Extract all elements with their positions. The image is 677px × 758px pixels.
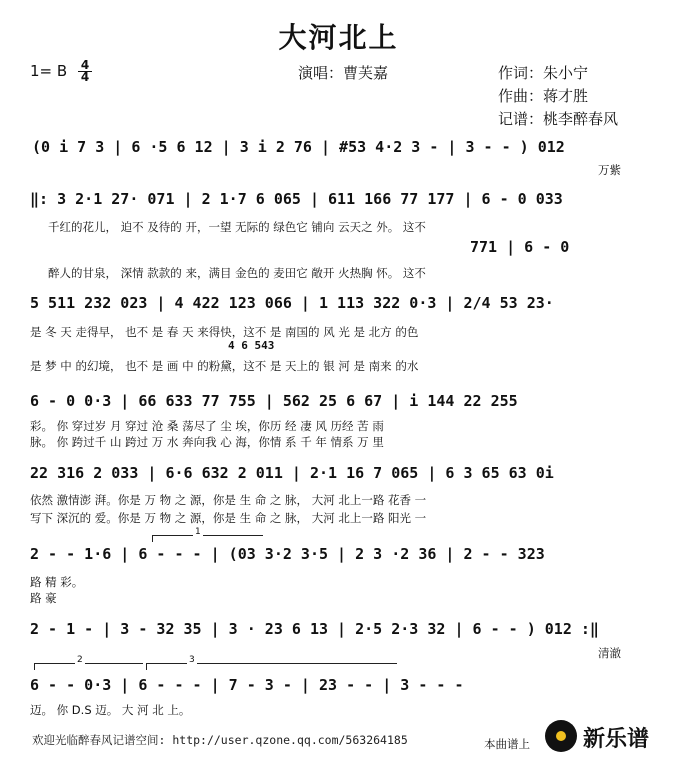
lyric-line: 是 冬 天 走得早， 也不 是 春 天 来得快，这不 是 南国的 风 光 是 北方 的色 (30, 325, 419, 339)
volta-bracket-3: 3 (146, 663, 397, 670)
volta-bracket-1: 1 (152, 535, 263, 542)
score-row-8: 6 - - 0·3 | 6 - - - | 7 - 3 - | 23 - - | 3 - - - (30, 676, 464, 694)
lyric-line: 彩。 你 穿过岁 月 穿过 沧 桑 荡尽了 尘 埃，你历 经 凄 风 历经 苦 雨 (30, 419, 384, 433)
lyric-line: 迈。 你 D.S 迈。 大 河 北 上。 (30, 703, 191, 717)
lyric-line: 路 精 彩。 (30, 575, 84, 589)
score-row-6: 2 - - 1·6 | 6 - - - | (03 3·2 3·5 | 2 3 ·2 36 | 2 - - 323 (30, 545, 545, 563)
lyric-line: 醉人的甘泉， 深情 款款的 来，满目 金色的 麦田它 敞开 火热胸 怀。 这不 (48, 266, 426, 280)
lyric-line: 依然 激情澎 湃。你是 万 物 之 源，你是 生 命 之 脉， 大河 北上一路 花香 一 (30, 493, 427, 507)
score-row-2b: 771 | 6 - 0 (470, 238, 570, 256)
lyric-line: 是 梦 中 的幻境， 也不 是 画 中 的粉黛，这不 是 天上的 银 河 是 南来 的水 (30, 359, 419, 373)
key-signature: 1= B (30, 62, 68, 80)
transcriber-credit: 记谱：桃李醉春风 (498, 110, 619, 128)
lyric-line: 万紫 (598, 163, 621, 177)
score-row-2: ‖: 3 2·1 27· 071 | 2 1·7 6 065 | 611 166 77 177 | 6 - 0 033 (30, 190, 563, 208)
lyric-line: 写下 深沉的 爱。你是 万 物 之 源，你是 生 命 之 脉， 大河 北上一路 阳光 一 (30, 511, 427, 525)
lyric-line: 脉。 你 跨过千 山 跨过 万 水 奔向我 心 海，你情 系 千 年 情系 万 里 (30, 435, 384, 449)
song-title: 大河北上 (278, 21, 399, 54)
composer-credit: 作曲：蒋才胜 (498, 87, 589, 105)
score-row-7: 2 - 1 - | 3 - 32 35 | 3 · 23 6 13 | 2·5 2·3 32 | 6 - - ) 012 :‖ (30, 620, 599, 638)
brand-logo (545, 718, 673, 754)
lyric-line: 千红的花儿， 迫不 及待的 开，一望 无际的 绿色它 铺向 云天之 外。 这不 (48, 220, 426, 234)
lyric-line: 路 豪 (30, 591, 57, 605)
score-row-1: (0 i 7 3 | 6 ·5 6 12 | 3 i 2 76 | #53 4·2 3 - | 3 - - ) 012 (32, 138, 565, 156)
lyricist-credit: 作词：朱小宁 (498, 64, 589, 82)
singer-credit: 演唱：曹芙嘉 (298, 64, 389, 82)
upload-note: 本曲谱上 (484, 737, 530, 751)
score-row-5: 22 316 2 033 | 6·6 632 2 011 | 2·1 16 7 065 | 6 3 65 63 0i (30, 464, 554, 482)
score-row-3: 5 511 232 023 | 4 422 123 066 | 1 113 322 0·3 | 2/4 53 23· (30, 294, 554, 312)
lyric-line: 清澈 (598, 646, 621, 660)
time-signature: 4 4 (78, 60, 92, 83)
score-row-4: 6 - 0 0·3 | 66 633 77 755 | 562 25 6 67 | i 144 22 255 (30, 392, 518, 410)
volta-bracket-2: 2 (34, 663, 143, 670)
footer-welcome[interactable]: 欢迎光临醉春风记谱空间: http://user.qzone.qq.com/563264185 (32, 733, 408, 747)
score-row-3b: 4 6 543 (228, 339, 275, 352)
brand-name: 新乐谱 (583, 727, 650, 752)
record-disc-icon (545, 720, 577, 752)
